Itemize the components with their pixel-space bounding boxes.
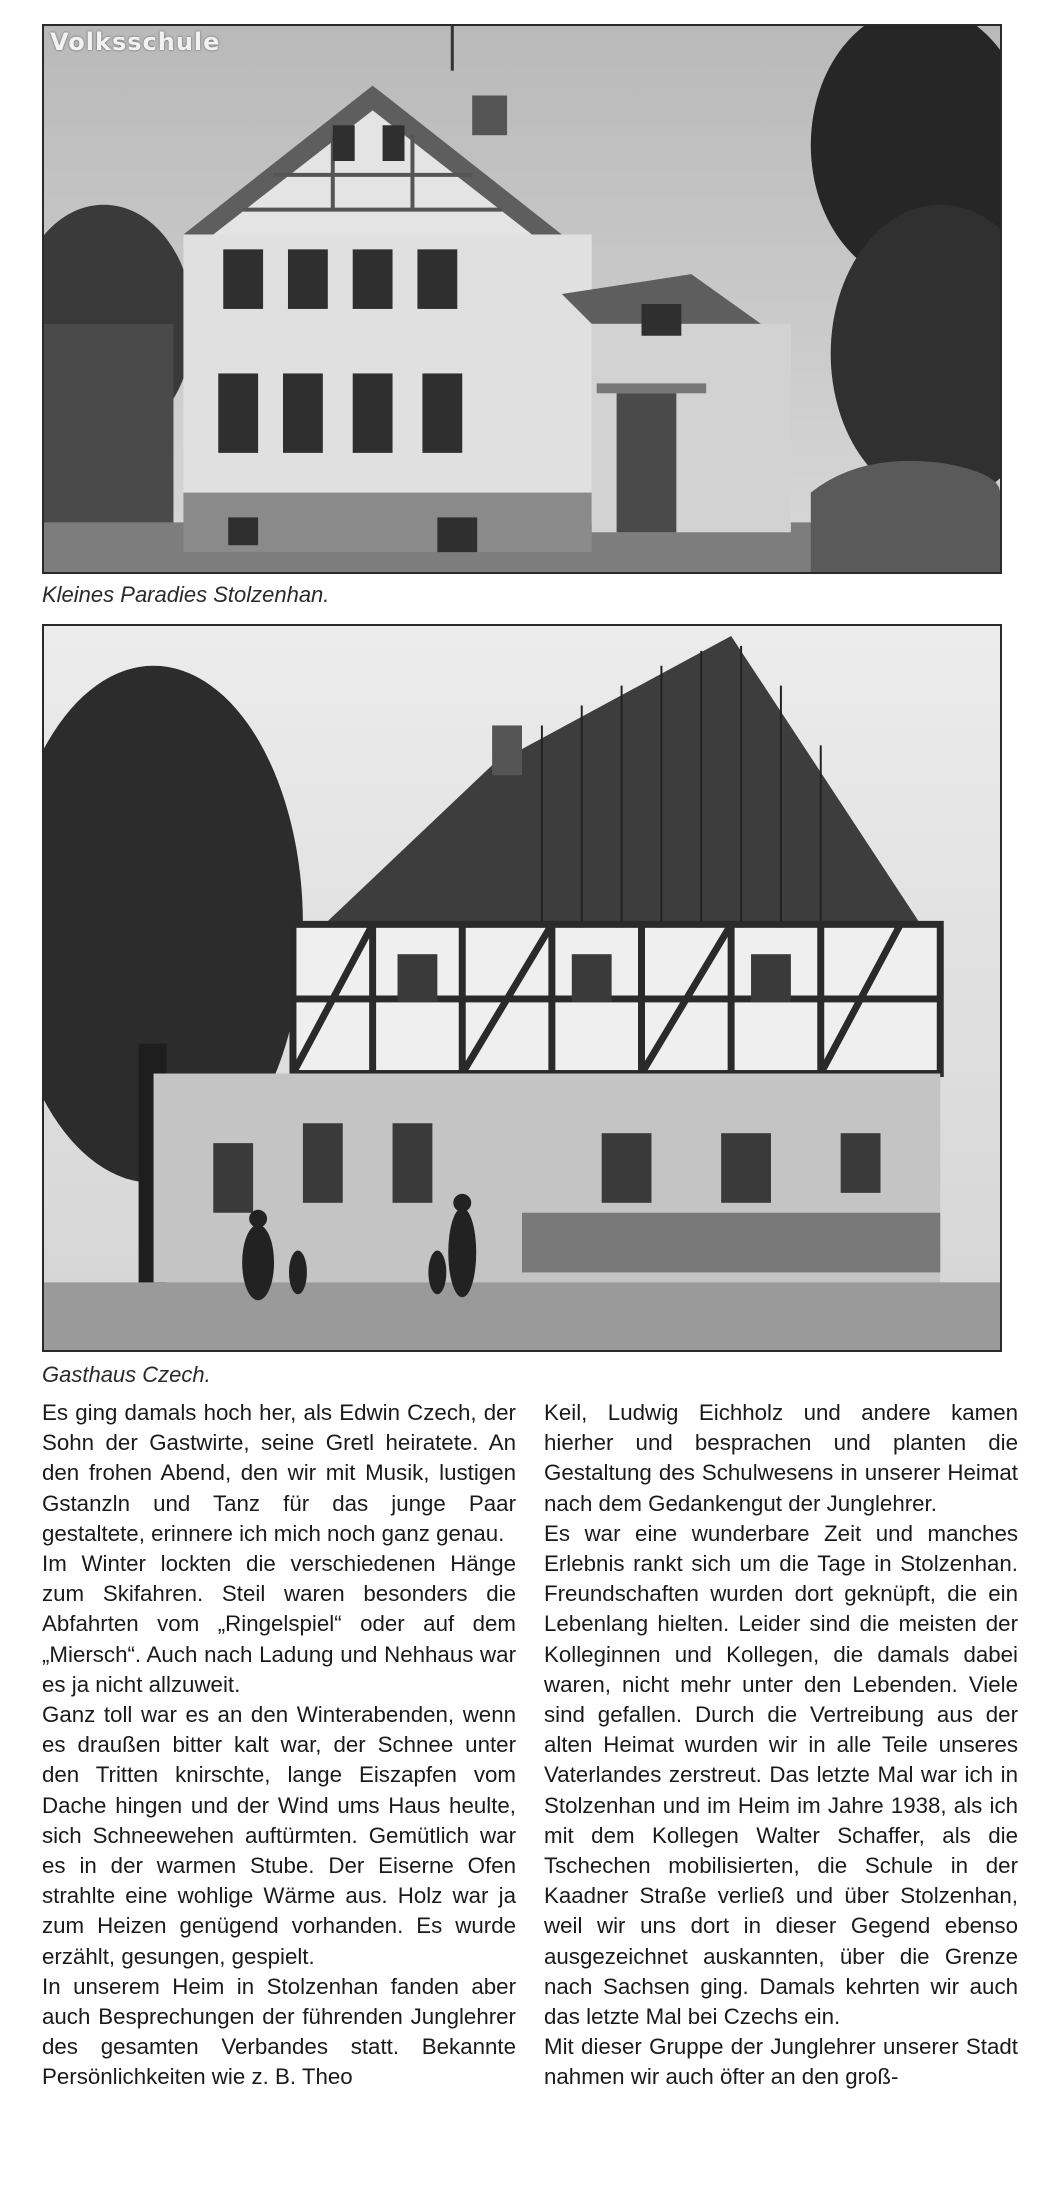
paragraph: Ganz toll war es an den Winterabenden, wenn es draußen bitter kalt war, der Schnee unter den Tritten knirschte, lange Eiszapfen vom Dache hingen und der Wind ums Haus heulte, sich Schneewehen auftürmten. Gemütlich war es in der warmen Stube. Der Eiserne Ofen strahlte eine wohlige Wärme aus. Holz war ja zum Heizen genügend vorhanden. Es wurde erzählt, gesungen, gespielt. [42,1702,516,1969]
paragraph: Es ging damals hoch her, als Edwin Czech, der Sohn der Gastwirte, seine Gretl heiratete. An den frohen Abend, den wir mit Musik, lustigen Gstanzln und Tanz für das junge Paar gestaltete, erinnere ich mich noch ganz genau. [42,1400,516,1546]
paragraph: In unserem Heim in Stolzenhan fanden aber auch Besprechungen der führenden Junglehrer des gesamten Verbandes statt. Bekannte Persönlichkeiten wie z. B. Theo [42,1973,516,2090]
photo-overlay-label: Volksschule [50,28,221,56]
school-building-illustration [44,26,1000,572]
paragraph: Keil, Ludwig Eichholz und andere kamen hierher und besprachen und planten die Gestaltung des Schulwesens in unserer Heimat nach dem Gedankengut der Junglehrer. [544,1400,1018,1516]
paragraph: Im Winter lockten die verschiedenen Hänge zum Skifahren. Steil waren besonders die Abfahrten vom „Ringelspiel“ oder auf dem „Miersch“. Auch nach Ladung und Nehhaus war es ja nicht allzuweit. [42,1551,516,1697]
article-column-right [544,1398,1018,2093]
photo-caption-gasthaus: Gasthaus Czech. [42,1362,211,1387]
photo-volksschule [42,24,1002,574]
photo-gasthaus-czech [42,624,1002,1352]
paragraph: Es war eine wunderbare Zeit und manches Erlebnis rankt sich um die Tage in Stolzenhan. Freundschaften wurden dort geknüpft, die ein Lebenlang hielten. Leider sind die meisten der Kolleginnen und Kollegen, die damals dabei waren, nicht mehr unter den Lebenden. Viele sind gefallen. Durch die Vertreibung aus der alten Heimat wurden wir in alle Teile unseres Vaterlandes zerstreut. Das letzte Mal war ich in Stolzenhan und im Heim im Jahre 1938, als ich mit dem Kollegen Walter Schaffer, als die Tschechen mobilisierten, die Schule in der Kaadner Straße verließ und über Stolzenhan, weil wir uns dort in dieser Gegend ebenso ausgezeichnet auskannten, über die Grenze nach Sachsen ging. Damals kehrten wir auch das letzte Mal bei Czechs ein. [544,1520,1018,2030]
paragraph: Mit dieser Gruppe der Junglehrer unserer Stadt nahmen wir auch öfter an den groß- [544,2034,1018,2090]
photo-caption-volksschule: Kleines Paradies Stolzenhan. [42,582,330,607]
article-column-left [42,1398,516,2093]
inn-building-illustration [44,626,1000,1350]
